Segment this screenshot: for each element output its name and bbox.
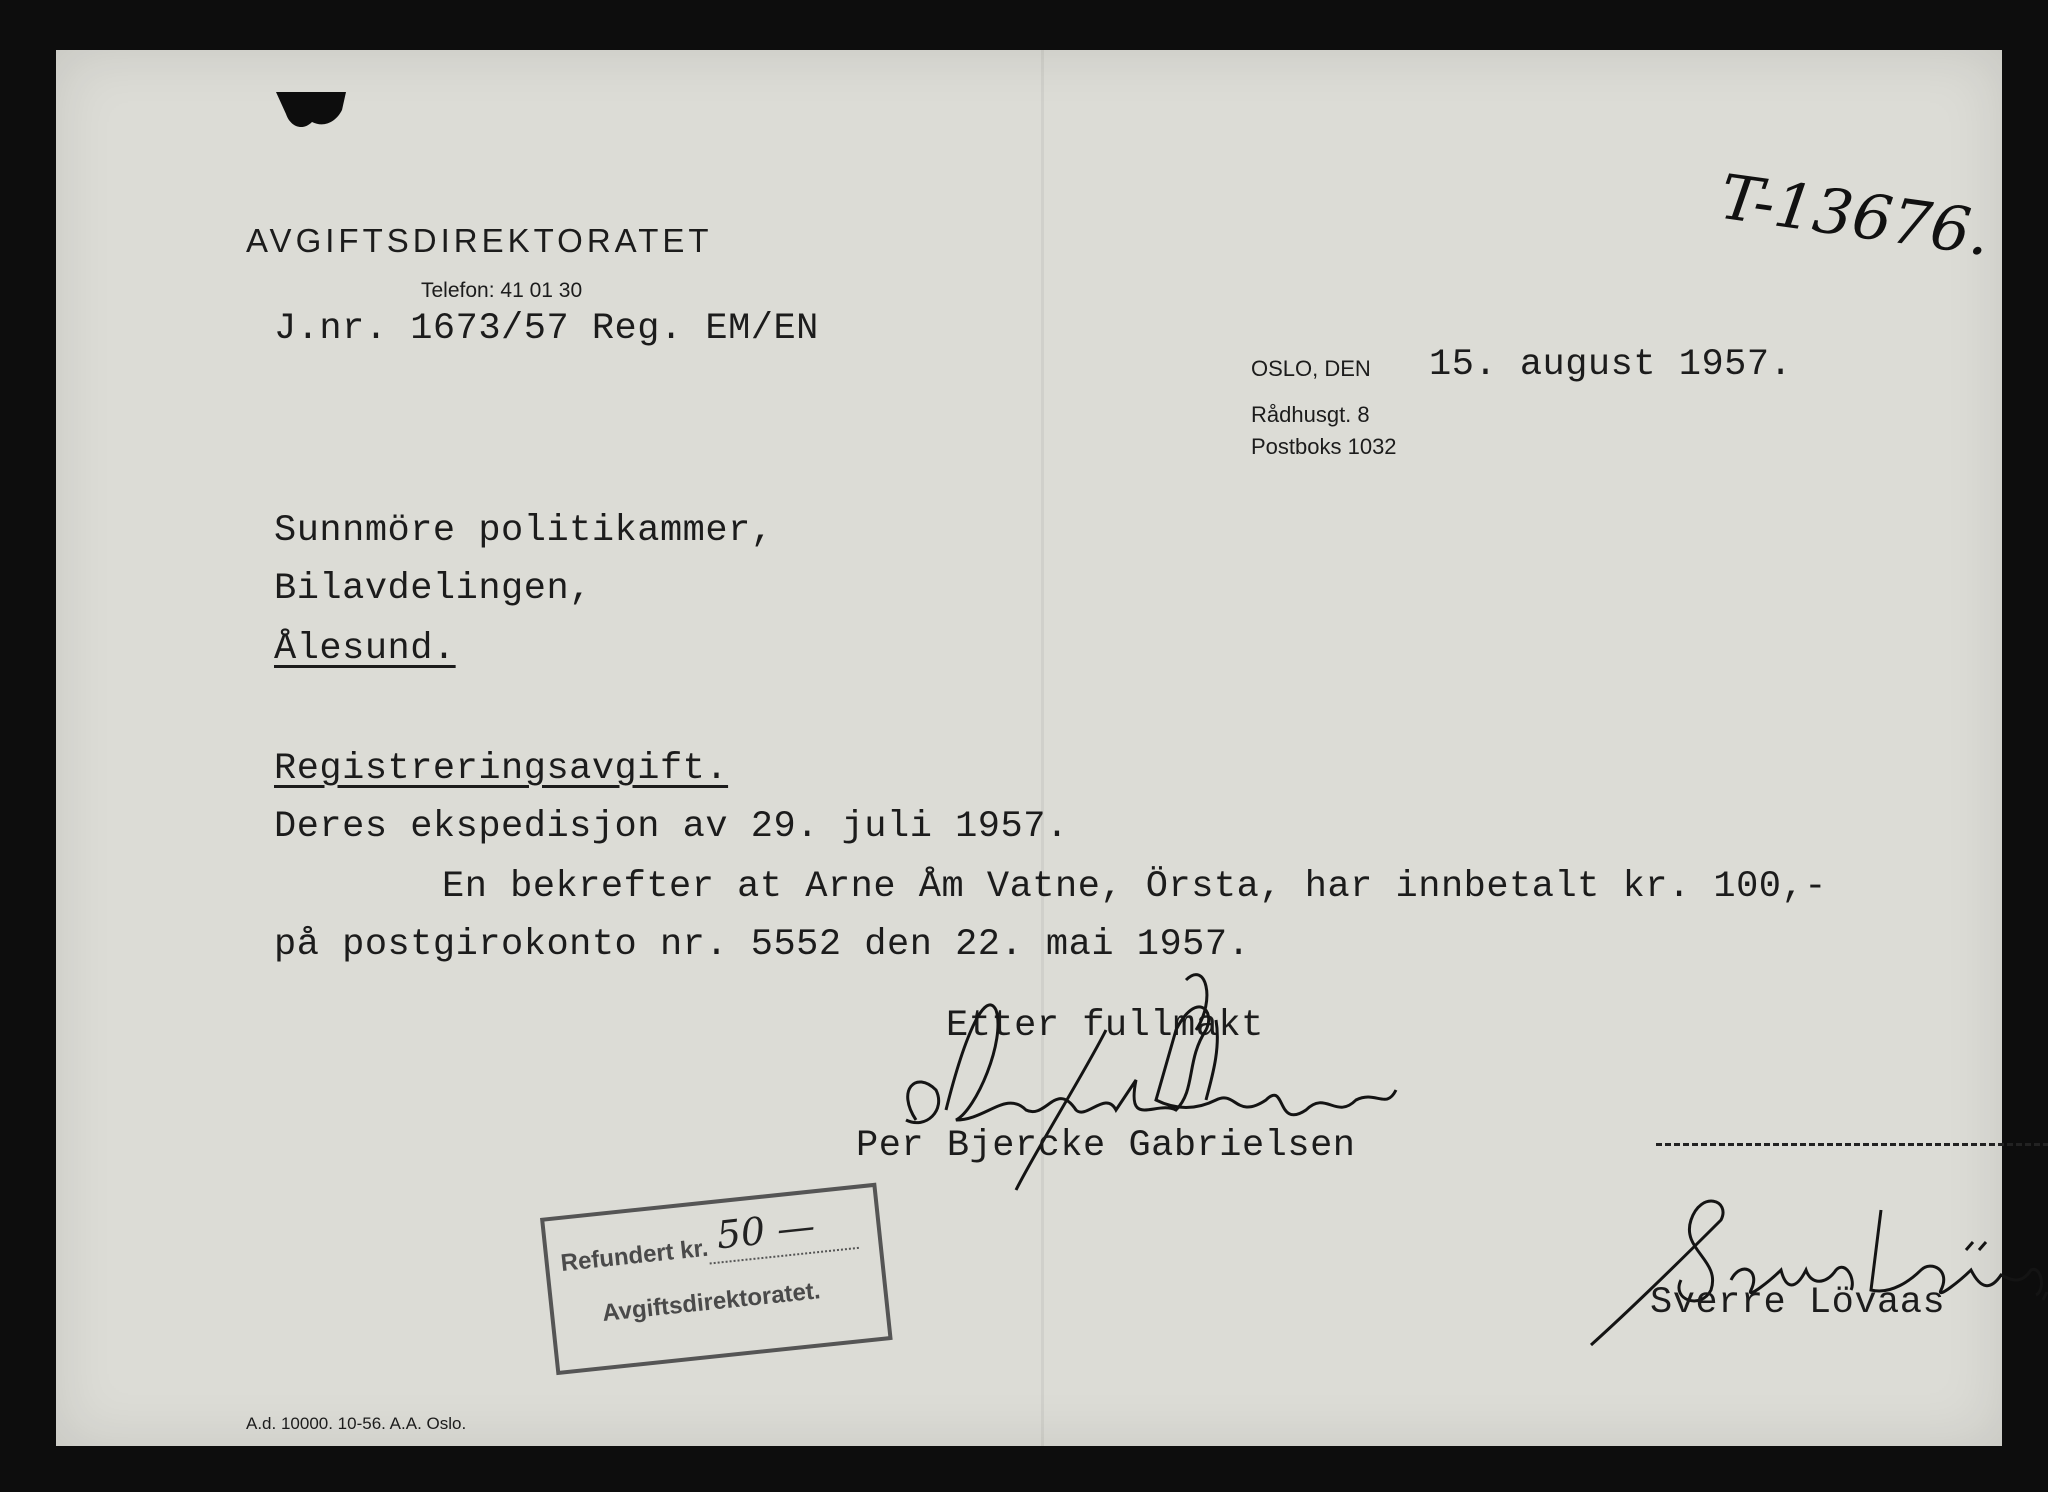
letter-date: 15. august 1957. xyxy=(1429,344,1793,386)
signature-line xyxy=(1656,1143,2048,1146)
printer-mark: A.d. 10000. 10-56. A.A. Oslo. xyxy=(246,1414,467,1433)
city-label: OSLO, DEN xyxy=(1251,356,1371,381)
stamp-amount: 50 — xyxy=(714,1203,818,1258)
stamp-text: Refundert kr. xyxy=(559,1234,710,1277)
stamp-text: Avgiftsdirektoratet. xyxy=(600,1277,822,1327)
reference-line: Deres ekspedisjon av 29. juli 1957. xyxy=(274,806,1069,848)
body-line: En bekrefter at Arne Åm Vatne, Örsta, har innbetalt kr. 100,- xyxy=(442,866,1827,908)
letterhead-phone: Telefon: 41 01 30 xyxy=(421,279,583,302)
body-line: på postgirokonto nr. 5552 den 22. mai 1957. xyxy=(274,924,1251,966)
sender-po-box: Postboks 1032 xyxy=(1251,434,1397,459)
letterhead-name: AVGIFTSDIREKTORATET xyxy=(246,222,713,259)
refund-stamp xyxy=(540,1183,893,1375)
recipient-line: Sunnmöre politikammer, xyxy=(274,510,774,552)
signatory-name: Per Bjercke Gabrielsen xyxy=(856,1125,1356,1167)
signature-gabrielsen xyxy=(876,970,1416,1230)
torn-corner xyxy=(276,92,346,140)
journal-reference: J.nr. 1673/57 Reg. EM/EN xyxy=(274,308,819,350)
recipient-line: Bilavdelingen, xyxy=(274,568,592,610)
subject-line: Registreringsavgift. xyxy=(274,748,729,790)
signatory-name: Sverre Lövaas xyxy=(1650,1282,1946,1324)
sender-street: Rådhusgt. 8 xyxy=(1251,402,1370,427)
letter-paper xyxy=(56,50,2002,1446)
recipient-city: Ålesund. xyxy=(274,628,456,670)
closing-phrase: Etter fullmakt xyxy=(946,1005,1264,1047)
handwritten-reference: T-13676. xyxy=(1715,160,1995,271)
signature-lovaas xyxy=(1581,1180,2048,1350)
